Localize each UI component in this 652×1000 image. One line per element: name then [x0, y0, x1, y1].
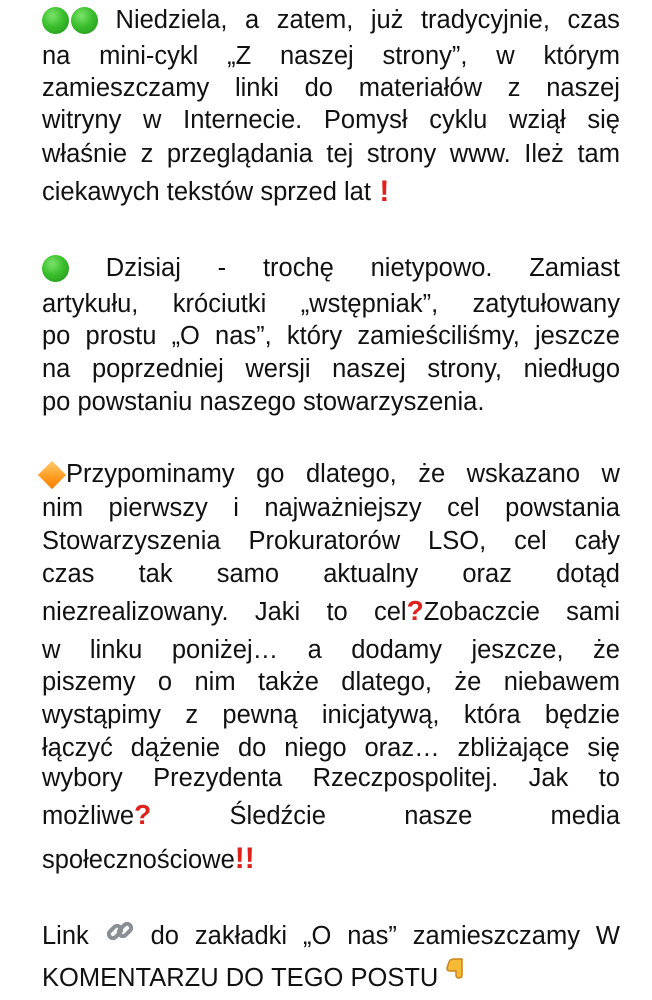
text-word: -: [217, 254, 227, 282]
text-word: jeszcze,: [471, 636, 564, 664]
text-word: jeszcze: [534, 322, 620, 350]
text-word: www.: [449, 140, 511, 168]
text-word: Stowarzyszenia: [42, 527, 221, 555]
text-line: [42, 318, 620, 354]
green-circle-icon: [42, 7, 69, 34]
text-word: zamieszczamy: [412, 922, 580, 950]
text-word: w: [496, 42, 515, 70]
text-word: a: [245, 6, 260, 34]
text-word: to: [326, 598, 348, 626]
text-word: wziął: [509, 106, 566, 134]
text-line: [42, 384, 620, 420]
text-word: nim: [42, 494, 84, 522]
text-line: [42, 456, 620, 492]
text-word: to: [598, 764, 620, 792]
text-word: Internecie.: [183, 106, 303, 134]
text-word: strony,: [427, 355, 503, 383]
orange-diamond-icon: [38, 461, 66, 489]
text-word: dodamy: [351, 636, 442, 664]
text-word: najważniejszy: [264, 494, 422, 522]
text-word: właśnie: [42, 140, 128, 168]
text-word: w: [42, 636, 61, 664]
text-word: do: [237, 734, 267, 762]
text-word: tam: [577, 140, 620, 168]
text-word: dotąd: [556, 560, 620, 588]
text-word: do: [304, 74, 333, 102]
text-word: sprzed: [260, 178, 337, 206]
text-line: [42, 250, 620, 286]
text-word: że: [593, 636, 620, 664]
text-word: z: [507, 74, 521, 102]
green-circles-icon: [42, 7, 98, 34]
text-word: „O: [171, 322, 200, 350]
green-circle-icon: [42, 255, 69, 282]
text-line: [42, 523, 620, 559]
text-word: nim: [194, 668, 236, 696]
text-word: prostu: [85, 322, 157, 350]
text-word: się: [587, 106, 620, 134]
text-word: naszej: [279, 42, 354, 70]
text-word: lat: [344, 178, 371, 206]
text-word: do: [150, 922, 179, 950]
text-word: już: [370, 6, 404, 34]
text-word: cały: [574, 527, 620, 555]
text-word: że: [418, 460, 446, 488]
question-mark-icon: ?: [134, 799, 152, 830]
text-word: powstania: [505, 494, 620, 522]
text-word: artykułu,: [42, 290, 139, 318]
text-word: wystąpimy: [42, 701, 162, 729]
text-word: zatem,: [276, 6, 354, 34]
text-word: Pomysł: [323, 106, 408, 134]
text-word: Niedziela,: [115, 6, 228, 34]
text-word: nas”,: [215, 322, 272, 350]
text-word: się: [587, 734, 620, 762]
text-word: dlatego,: [305, 460, 397, 488]
text-word: czas: [567, 6, 620, 34]
text-word: będzie: [544, 701, 620, 729]
text-word: wskazano: [466, 460, 581, 488]
text-word: łączyć: [42, 734, 113, 762]
text-word: W: [595, 922, 620, 950]
text-line: [42, 174, 620, 210]
text-word: społecznościowe!!: [42, 842, 255, 875]
text-word: tradycyjnie,: [420, 6, 550, 34]
text-word: DO: [225, 964, 264, 992]
text-word: media: [550, 802, 620, 830]
text-word: zamieściliśmy,: [357, 322, 520, 350]
text-word: zatytułowany: [472, 290, 620, 318]
text-word: Śledźcie: [229, 802, 326, 830]
text-word: Jak: [528, 764, 569, 792]
text-line: [42, 760, 620, 796]
text-line: [42, 102, 620, 138]
text-line: [42, 960, 620, 996]
text-word: która: [463, 701, 521, 729]
text-line: [42, 38, 620, 74]
text-word: samo: [216, 560, 280, 588]
text-word: i: [233, 494, 239, 522]
text-word: możliwe?: [42, 799, 152, 830]
text-word: oraz: [462, 560, 512, 588]
text-line: [42, 798, 620, 834]
text-word: cyklu: [429, 106, 488, 134]
text-word: TEGO: [271, 964, 344, 992]
text-word: „O: [302, 922, 332, 950]
text-word: cel: [447, 494, 480, 522]
text-word: powstaniu: [77, 388, 193, 416]
text-word: także: [257, 668, 319, 696]
pointing-down-icon: [445, 957, 471, 999]
text-word: niedługo: [523, 355, 620, 383]
text-word: niezrealizowany.: [42, 598, 229, 626]
text-line: [42, 2, 620, 38]
text-word: zamieszczamy: [42, 74, 210, 102]
text-word: pewną: [222, 701, 298, 729]
text-word: króciutki: [172, 290, 267, 318]
text-line: [42, 632, 620, 668]
text-word: tekstów: [166, 178, 254, 206]
text-word: naszej: [546, 74, 620, 102]
text-word: na: [42, 42, 71, 70]
text-word: strony”,: [382, 42, 468, 70]
text-word: po: [42, 388, 71, 416]
text-word: linku: [89, 636, 143, 664]
text-word: Dzisiaj: [105, 254, 181, 282]
text-word: materiałów: [358, 74, 483, 102]
text-word: POSTU: [350, 964, 439, 992]
text-word: Link: [42, 922, 89, 950]
text-word: wersji: [245, 355, 311, 383]
text-word: poniżej…: [171, 636, 279, 664]
exclamation-icon: !: [379, 175, 390, 208]
text-word: dlatego,: [341, 668, 433, 696]
text-word: naszego: [199, 388, 296, 416]
text-word: cel?Zobaczcie: [373, 595, 540, 626]
text-word: oraz…: [364, 734, 440, 762]
text-word: trochę: [262, 254, 334, 282]
text-word: pierwszy: [108, 494, 208, 522]
text-word: tak: [138, 560, 173, 588]
text-word: niego: [284, 734, 347, 762]
text-word: Ileż: [524, 140, 564, 168]
text-line: [42, 697, 620, 733]
text-line: [42, 556, 620, 592]
text-word: nasze: [404, 802, 473, 830]
text-word: przeglądania: [166, 140, 313, 168]
text-word: stowarzyszenia.: [303, 388, 485, 416]
text-word: poprzedniej: [91, 355, 224, 383]
text-word: zbliżające: [457, 734, 570, 762]
text-line: [42, 664, 620, 700]
text-word: Prezydenta: [153, 764, 283, 792]
text-word: Przypominamy: [42, 456, 235, 492]
text-word: który: [286, 322, 343, 350]
text-line: [42, 286, 620, 322]
text-word: sami: [566, 598, 620, 626]
text-word: witryny: [42, 106, 122, 134]
text-word: niebawem: [503, 668, 620, 696]
text-word: w: [143, 106, 162, 134]
text-word: w: [601, 460, 620, 488]
text-word: ciekawych: [42, 178, 160, 206]
text-word: dążenie: [130, 734, 221, 762]
text-word: że: [454, 668, 482, 696]
text-word: po: [42, 322, 71, 350]
text-word: tej: [326, 140, 354, 168]
text-line: [42, 918, 620, 954]
text-line: [42, 594, 620, 630]
question-mark-icon: ?: [406, 595, 424, 626]
text-word: Rzeczpospolitej.: [312, 764, 499, 792]
text-word: z: [185, 701, 199, 729]
text-word: Prokuratorów: [248, 527, 401, 555]
text-word: o: [157, 668, 173, 696]
text-word: naszej: [332, 355, 406, 383]
text-line: [42, 136, 620, 172]
double-exclamation-icon: !!: [234, 842, 255, 875]
text-word: na: [42, 355, 71, 383]
text-word: aktualny: [323, 560, 419, 588]
text-word: inicjatywą,: [321, 701, 440, 729]
text-word: piszemy: [42, 668, 136, 696]
text-line: [42, 351, 620, 387]
text-word: którym: [543, 42, 620, 70]
text-line: [42, 70, 620, 106]
text-word: nas”: [347, 922, 397, 950]
text-word: mini-cykl: [99, 42, 199, 70]
text-word: czas: [42, 560, 95, 588]
text-word: z: [140, 140, 154, 168]
green-circle-icon: [71, 7, 98, 34]
text-word: „Z: [227, 42, 252, 70]
link-icon: [105, 916, 135, 956]
text-line: [42, 842, 620, 878]
text-word: „wstępniak”,: [300, 290, 439, 318]
text-word: Jaki: [254, 598, 301, 626]
text-word: strony: [366, 140, 437, 168]
text-word: linki: [234, 74, 279, 102]
text-word: cel: [514, 527, 547, 555]
text-word: LSO,: [428, 527, 487, 555]
text-word: a: [307, 636, 322, 664]
text-word: Zamiast: [529, 254, 620, 282]
text-word: go: [256, 460, 285, 488]
text-word: nietypowo.: [370, 254, 493, 282]
text-word: zakładki: [194, 922, 288, 950]
text-line: [42, 490, 620, 526]
text-word: KOMENTARZU: [42, 964, 219, 992]
text-word: wybory: [42, 764, 123, 792]
